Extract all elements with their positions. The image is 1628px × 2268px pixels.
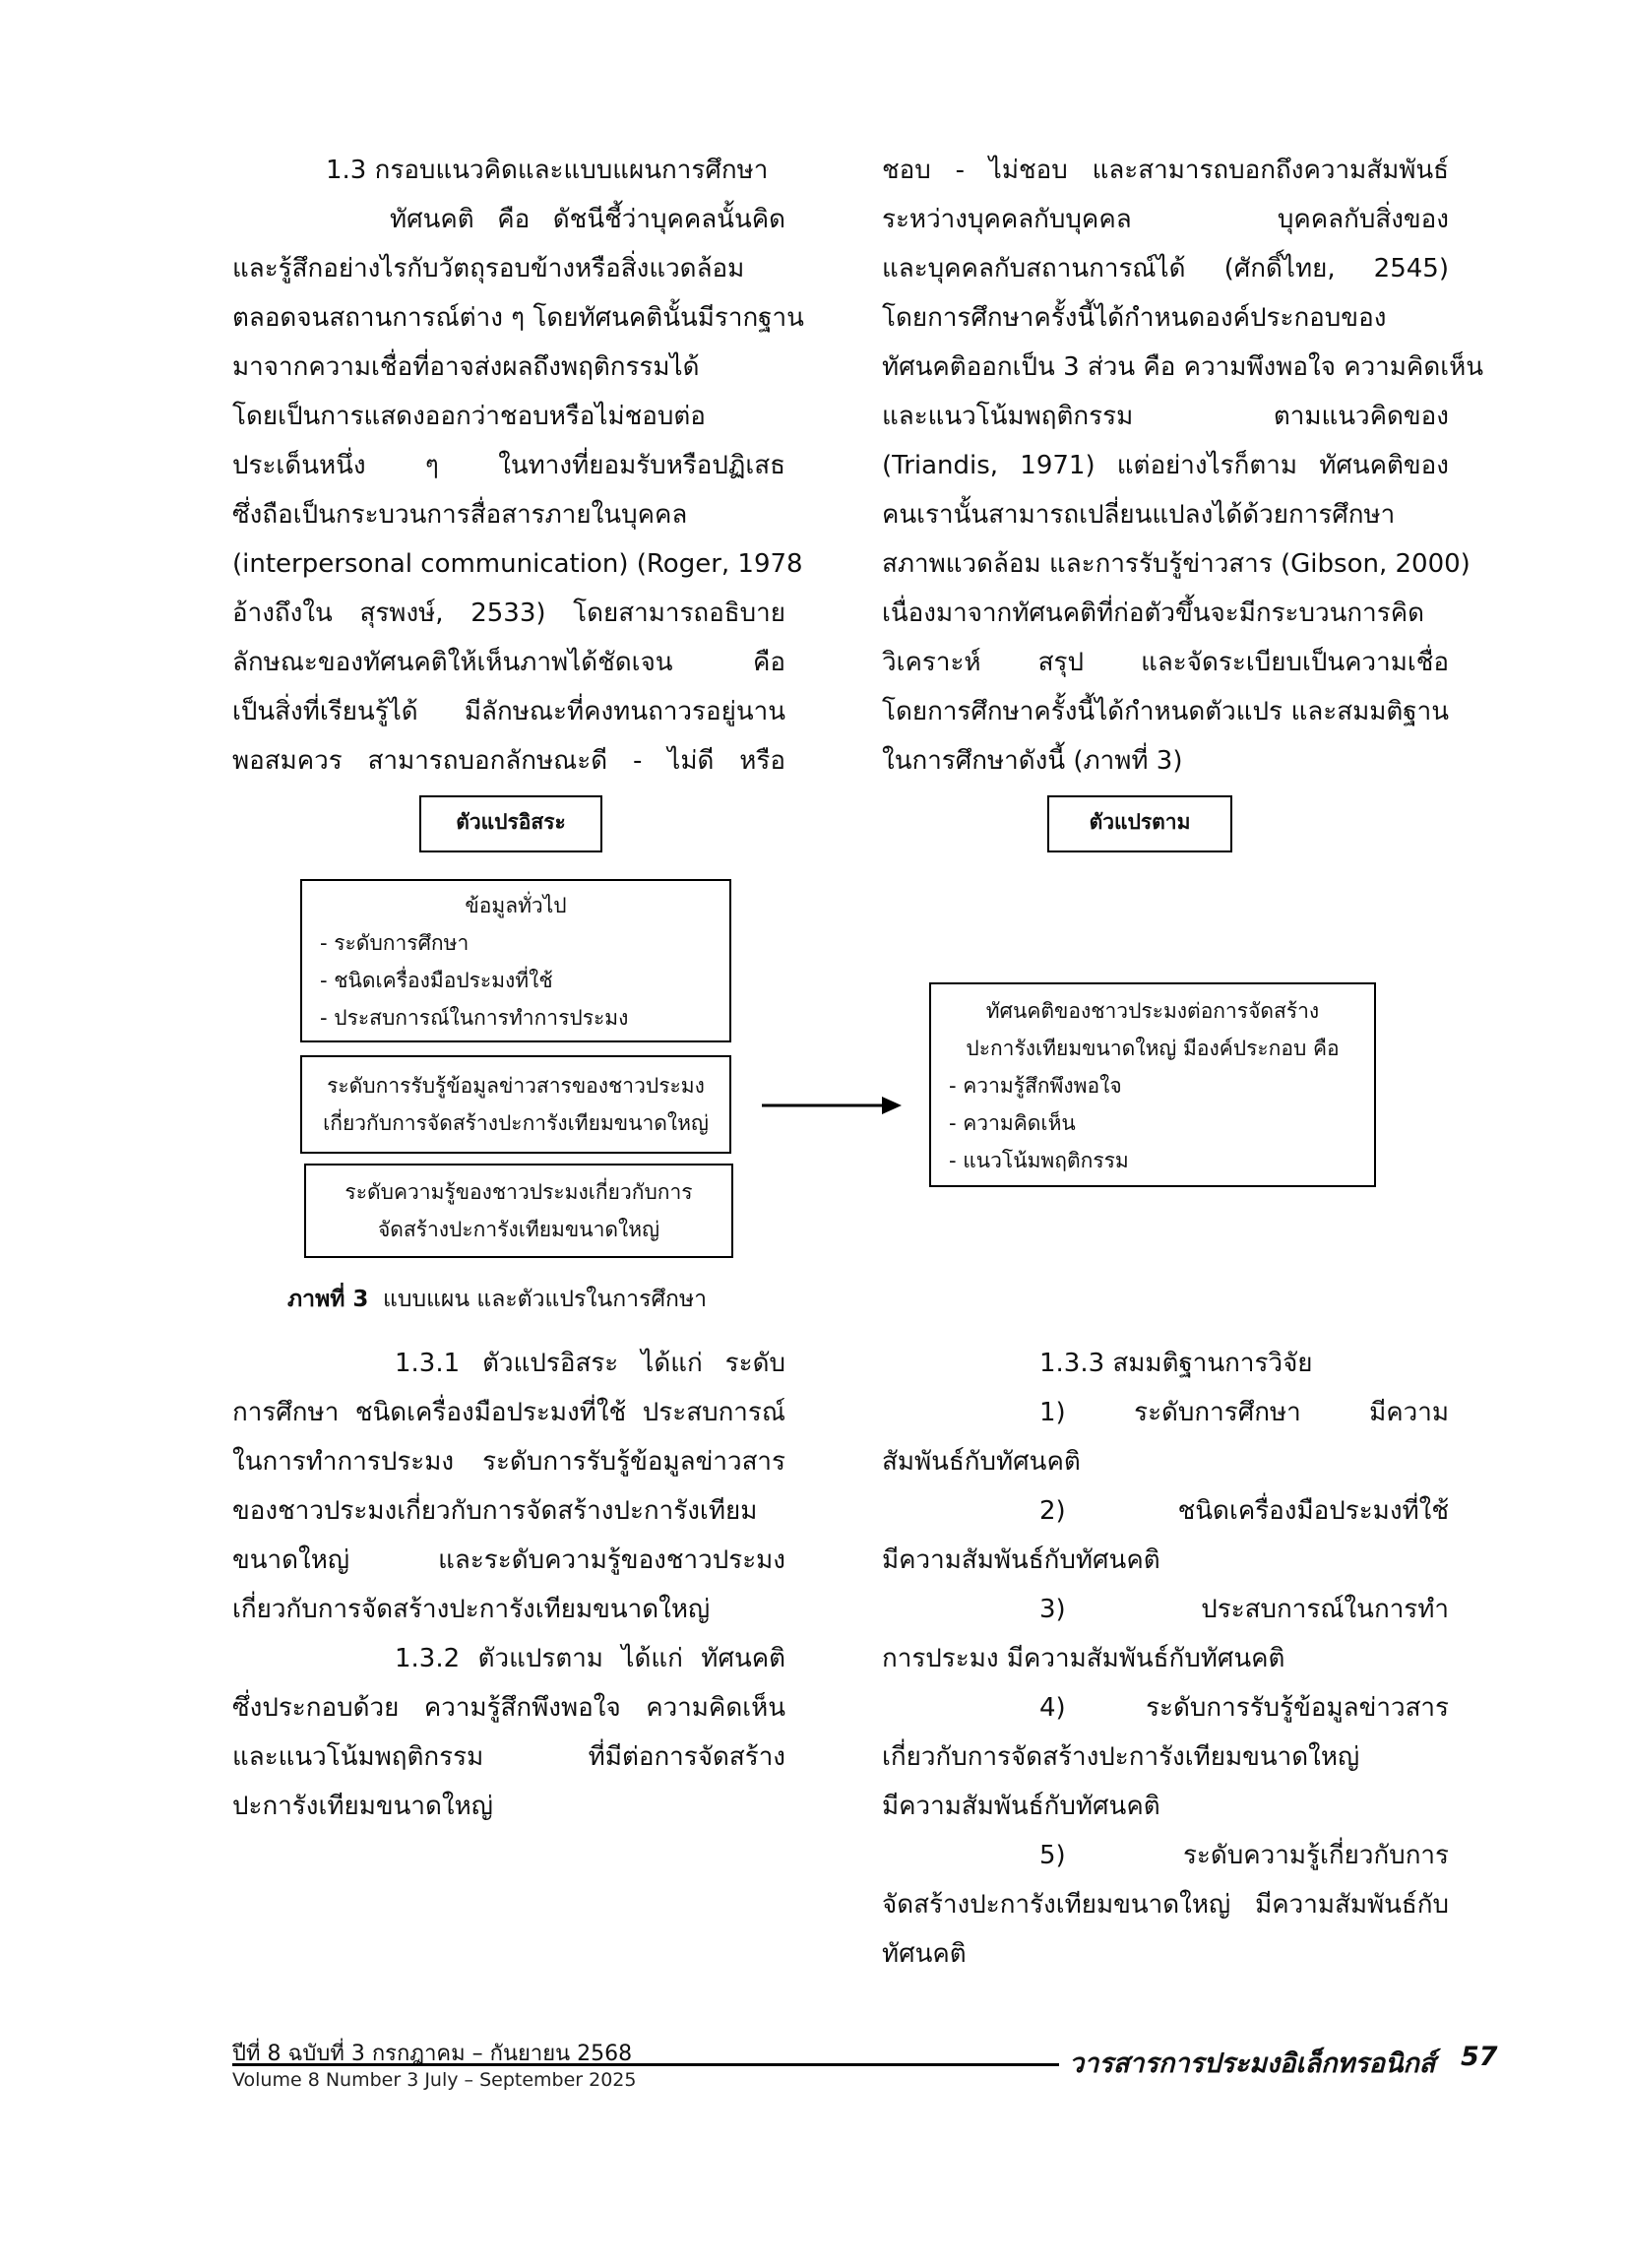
subsection-heading: 1.3.1 ตัวแปรอิสระ ได้แก่ ระดับ bbox=[395, 1349, 785, 1378]
subsection-heading: 1.3.2 ตัวแปรตาม ได้แก่ ทัศนคติ bbox=[395, 1644, 785, 1673]
paragraph-line: และบุคคลกับสถานการณ์ได้ (ศักดิ์ไทย, 2545) bbox=[882, 254, 1449, 284]
issue-thai: ปีที่ 8 ฉบับที่ 3 กรกฎาคม – กันยายน 2568 bbox=[232, 2042, 633, 2066]
box-item: - ความคิดเห็น bbox=[949, 1111, 1076, 1135]
hypothesis-line: 4) ระดับการรับรู้ข้อมูลข่าวสาร bbox=[1039, 1693, 1449, 1723]
box-item: - ชนิดเครื่องมือประมงที่ใช้ bbox=[320, 969, 553, 992]
general-info-box bbox=[300, 879, 731, 1042]
box-line: จัดสร้างปะการังเทียมขนาดใหญ่ bbox=[377, 1218, 660, 1241]
box-title: ทัศนคติของชาวประมงต่อการจัดสร้าง bbox=[985, 999, 1320, 1023]
paragraph-line: (Triandis, 1971) แต่อย่างไรก็ตาม ทัศนคติของ bbox=[882, 451, 1449, 480]
figure-caption bbox=[287, 1282, 707, 1317]
hypothesis-line: การประมง มีความสัมพันธ์กับทัศนคติ bbox=[882, 1644, 1285, 1673]
independent-variable-header: ตัวแปรอิสระ bbox=[419, 795, 602, 852]
paragraph-line: พอสมควร สามารถบอกลักษณะดี - ไม่ดี หรือ bbox=[232, 746, 785, 776]
journal-title: วารสารการประมงอิเล็กทรอนิกส์ bbox=[1069, 2048, 1436, 2079]
box-title: ข้อมูลทั่วไป bbox=[465, 894, 567, 917]
arrow-icon bbox=[756, 1091, 904, 1120]
issue-english: Volume 8 Number 3 July – September 2025 bbox=[232, 2069, 637, 2091]
box-line: ระดับความรู้ของชาวประมงเกี่ยวกับการ bbox=[344, 1180, 693, 1204]
paragraph-line: และแนวโน้มพฤติกรรม ตามแนวคิดของ bbox=[882, 402, 1449, 431]
hypothesis-line: 2) ชนิดเครื่องมือประมงที่ใช้ bbox=[1039, 1496, 1449, 1526]
box-item: - ความรู้สึกพึงพอใจ bbox=[949, 1074, 1122, 1098]
paragraph-line: อ้างถึงใน สุรพงษ์, 2533) โดยสามารถอธิบาย bbox=[232, 598, 785, 628]
knowledge-level-box bbox=[304, 1164, 733, 1258]
hypothesis-line: 5) ระดับความรู้เกี่ยวกับการ bbox=[1039, 1841, 1449, 1870]
box-item: - ระดับการศึกษา bbox=[320, 931, 470, 955]
box-item: - ประสบการณ์ในการทำการประมง bbox=[320, 1006, 629, 1030]
hypothesis-line: ทัศนคติ bbox=[882, 1939, 967, 1969]
hypothesis-line: 1) ระดับการศึกษา มีความ bbox=[1039, 1398, 1449, 1427]
hypothesis-line: 3) ประสบการณ์ในการทำ bbox=[1039, 1595, 1449, 1624]
paragraph-line: ซึ่งประกอบด้วย ความรู้สึกพึงพอใจ ความคิดเห็น bbox=[232, 1693, 785, 1723]
box-item: - แนวโน้มพฤติกรรม bbox=[949, 1149, 1129, 1172]
paragraph-line: เนื่องมาจากทัศนคติที่ก่อตัวขึ้นจะมีกระบวนการคิด bbox=[882, 598, 1424, 628]
section-heading: 1.3 กรอบแนวคิดและแบบแผนการศึกษา bbox=[326, 156, 769, 185]
footer-rule bbox=[232, 2063, 1059, 2066]
caption-text: แบบแผน และตัวแปรในการศึกษา bbox=[383, 1287, 708, 1312]
paragraph-line: เกี่ยวกับการจัดสร้างปะการังเทียมขนาดใหญ่ bbox=[232, 1595, 711, 1624]
paragraph-line: คนเรานั้นสามารถเปลี่ยนแปลงได้ด้วยการศึกษา bbox=[882, 500, 1396, 530]
right-column-top bbox=[882, 146, 1483, 786]
page-number: 57 bbox=[1461, 2042, 1498, 2072]
box-line: เกี่ยวกับการจัดสร้างปะการังเทียมขนาดใหญ่ bbox=[323, 1111, 709, 1135]
paragraph-line: ของชาวประมงเกี่ยวกับการจัดสร้างปะการังเทียม bbox=[232, 1496, 758, 1526]
left-column-bottom bbox=[232, 1339, 785, 1831]
paragraph-line: ปะการังเทียมขนาดใหญ่ bbox=[232, 1792, 493, 1821]
hypothesis-line: มีความสัมพันธ์กับทัศนคติ bbox=[882, 1792, 1160, 1821]
paragraph-line: เป็นสิ่งที่เรียนรู้ได้ มีลักษณะที่คงทนถาวรอยู่นาน bbox=[232, 697, 785, 726]
left-column-top bbox=[232, 146, 804, 786]
subsection-heading: 1.3.3 สมมติฐานการวิจัย bbox=[1039, 1349, 1313, 1378]
paragraph-line: ทัศนคติออกเป็น 3 ส่วน คือ ความพึงพอใจ ความคิดเห็น bbox=[882, 352, 1483, 382]
paragraph-line: ขนาดใหญ่ และระดับความรู้ของชาวประมง bbox=[232, 1545, 785, 1575]
paragraph-line: สภาพแวดล้อม และการรับรู้ข่าวสาร (Gibson, 2000) bbox=[882, 549, 1471, 579]
paragraph-line: โดยการศึกษาครั้งนี้ได้กำหนดตัวแปร และสมมติฐาน bbox=[882, 697, 1449, 726]
right-column-bottom bbox=[882, 1339, 1449, 1979]
paragraph-line: การศึกษา ชนิดเครื่องมือประมงที่ใช้ ประสบการณ์ bbox=[232, 1398, 785, 1427]
paragraph-line: และรู้สึกอย่างไรกับวัตถุรอบข้างหรือสิ่งแวดล้อม bbox=[232, 254, 745, 284]
paragraph-line: ชอบ - ไม่ชอบ และสามารถบอกถึงความสัมพันธ์ bbox=[882, 156, 1449, 185]
information-perception-box bbox=[300, 1055, 731, 1154]
paragraph-line: โดยเป็นการแสดงออกว่าชอบหรือไม่ชอบต่อ bbox=[232, 402, 706, 431]
box-line: ระดับการรับรู้ข้อมูลข่าวสารของชาวประมง bbox=[327, 1074, 705, 1098]
hypothesis-line: มีความสัมพันธ์กับทัศนคติ bbox=[882, 1545, 1160, 1575]
paragraph-line: (interpersonal communication) (Roger, 1978 bbox=[232, 549, 803, 579]
hypothesis-line: สัมพันธ์กับทัศนคติ bbox=[882, 1447, 1081, 1477]
paragraph-line: โดยการศึกษาครั้งนี้ได้กำหนดองค์ประกอบของ bbox=[882, 303, 1387, 333]
hypothesis-line: เกี่ยวกับการจัดสร้างปะการังเทียมขนาดใหญ่ bbox=[882, 1742, 1360, 1772]
paragraph-line: ลักษณะของทัศนคติให้เห็นภาพได้ชัดเจน คือ bbox=[232, 648, 785, 677]
paragraph-line: ซึ่งถือเป็นกระบวนการสื่อสารภายในบุคคล bbox=[232, 500, 688, 530]
dependent-variable-header: ตัวแปรตาม bbox=[1047, 795, 1232, 852]
attitude-box bbox=[929, 982, 1376, 1187]
paragraph-line: ประเด็นหนึ่ง ๆ ในทางที่ยอมรับหรือปฏิเสธ bbox=[232, 451, 785, 480]
paragraph-line: และแนวโน้มพฤติกรรม ที่มีต่อการจัดสร้าง bbox=[232, 1742, 785, 1772]
paragraph-line: มาจากความเชื่อที่อาจส่งผลถึงพฤติกรรมได้ bbox=[232, 352, 700, 382]
paragraph-line: ตลอดจนสถานการณ์ต่าง ๆ โดยทัศนคตินั้นมีรากฐาน bbox=[232, 303, 804, 333]
paragraph-line: ทัศนคติ คือ ดัชนีชี้ว่าบุคคลนั้นคิด bbox=[390, 205, 785, 234]
paragraph-line: ในการทำการประมง ระดับการรับรู้ข้อมูลข่าวสาร bbox=[232, 1447, 785, 1477]
box-title: ปะการังเทียมขนาดใหญ่ มีองค์ประกอบ คือ bbox=[966, 1037, 1340, 1060]
paragraph-line: ระหว่างบุคคลกับบุคคล บุคคลกับสิ่งของ bbox=[882, 205, 1449, 234]
paragraph-line: ในการศึกษาดังนี้ (ภาพที่ 3) bbox=[882, 746, 1183, 776]
hypothesis-line: จัดสร้างปะการังเทียมขนาดใหญ่ มีความสัมพันธ์กับ bbox=[882, 1890, 1449, 1920]
caption-label: ภาพที่ 3 bbox=[287, 1287, 369, 1312]
paragraph-line: วิเคราะห์ สรุป และจัดระเบียบเป็นความเชื่อ bbox=[882, 648, 1449, 677]
